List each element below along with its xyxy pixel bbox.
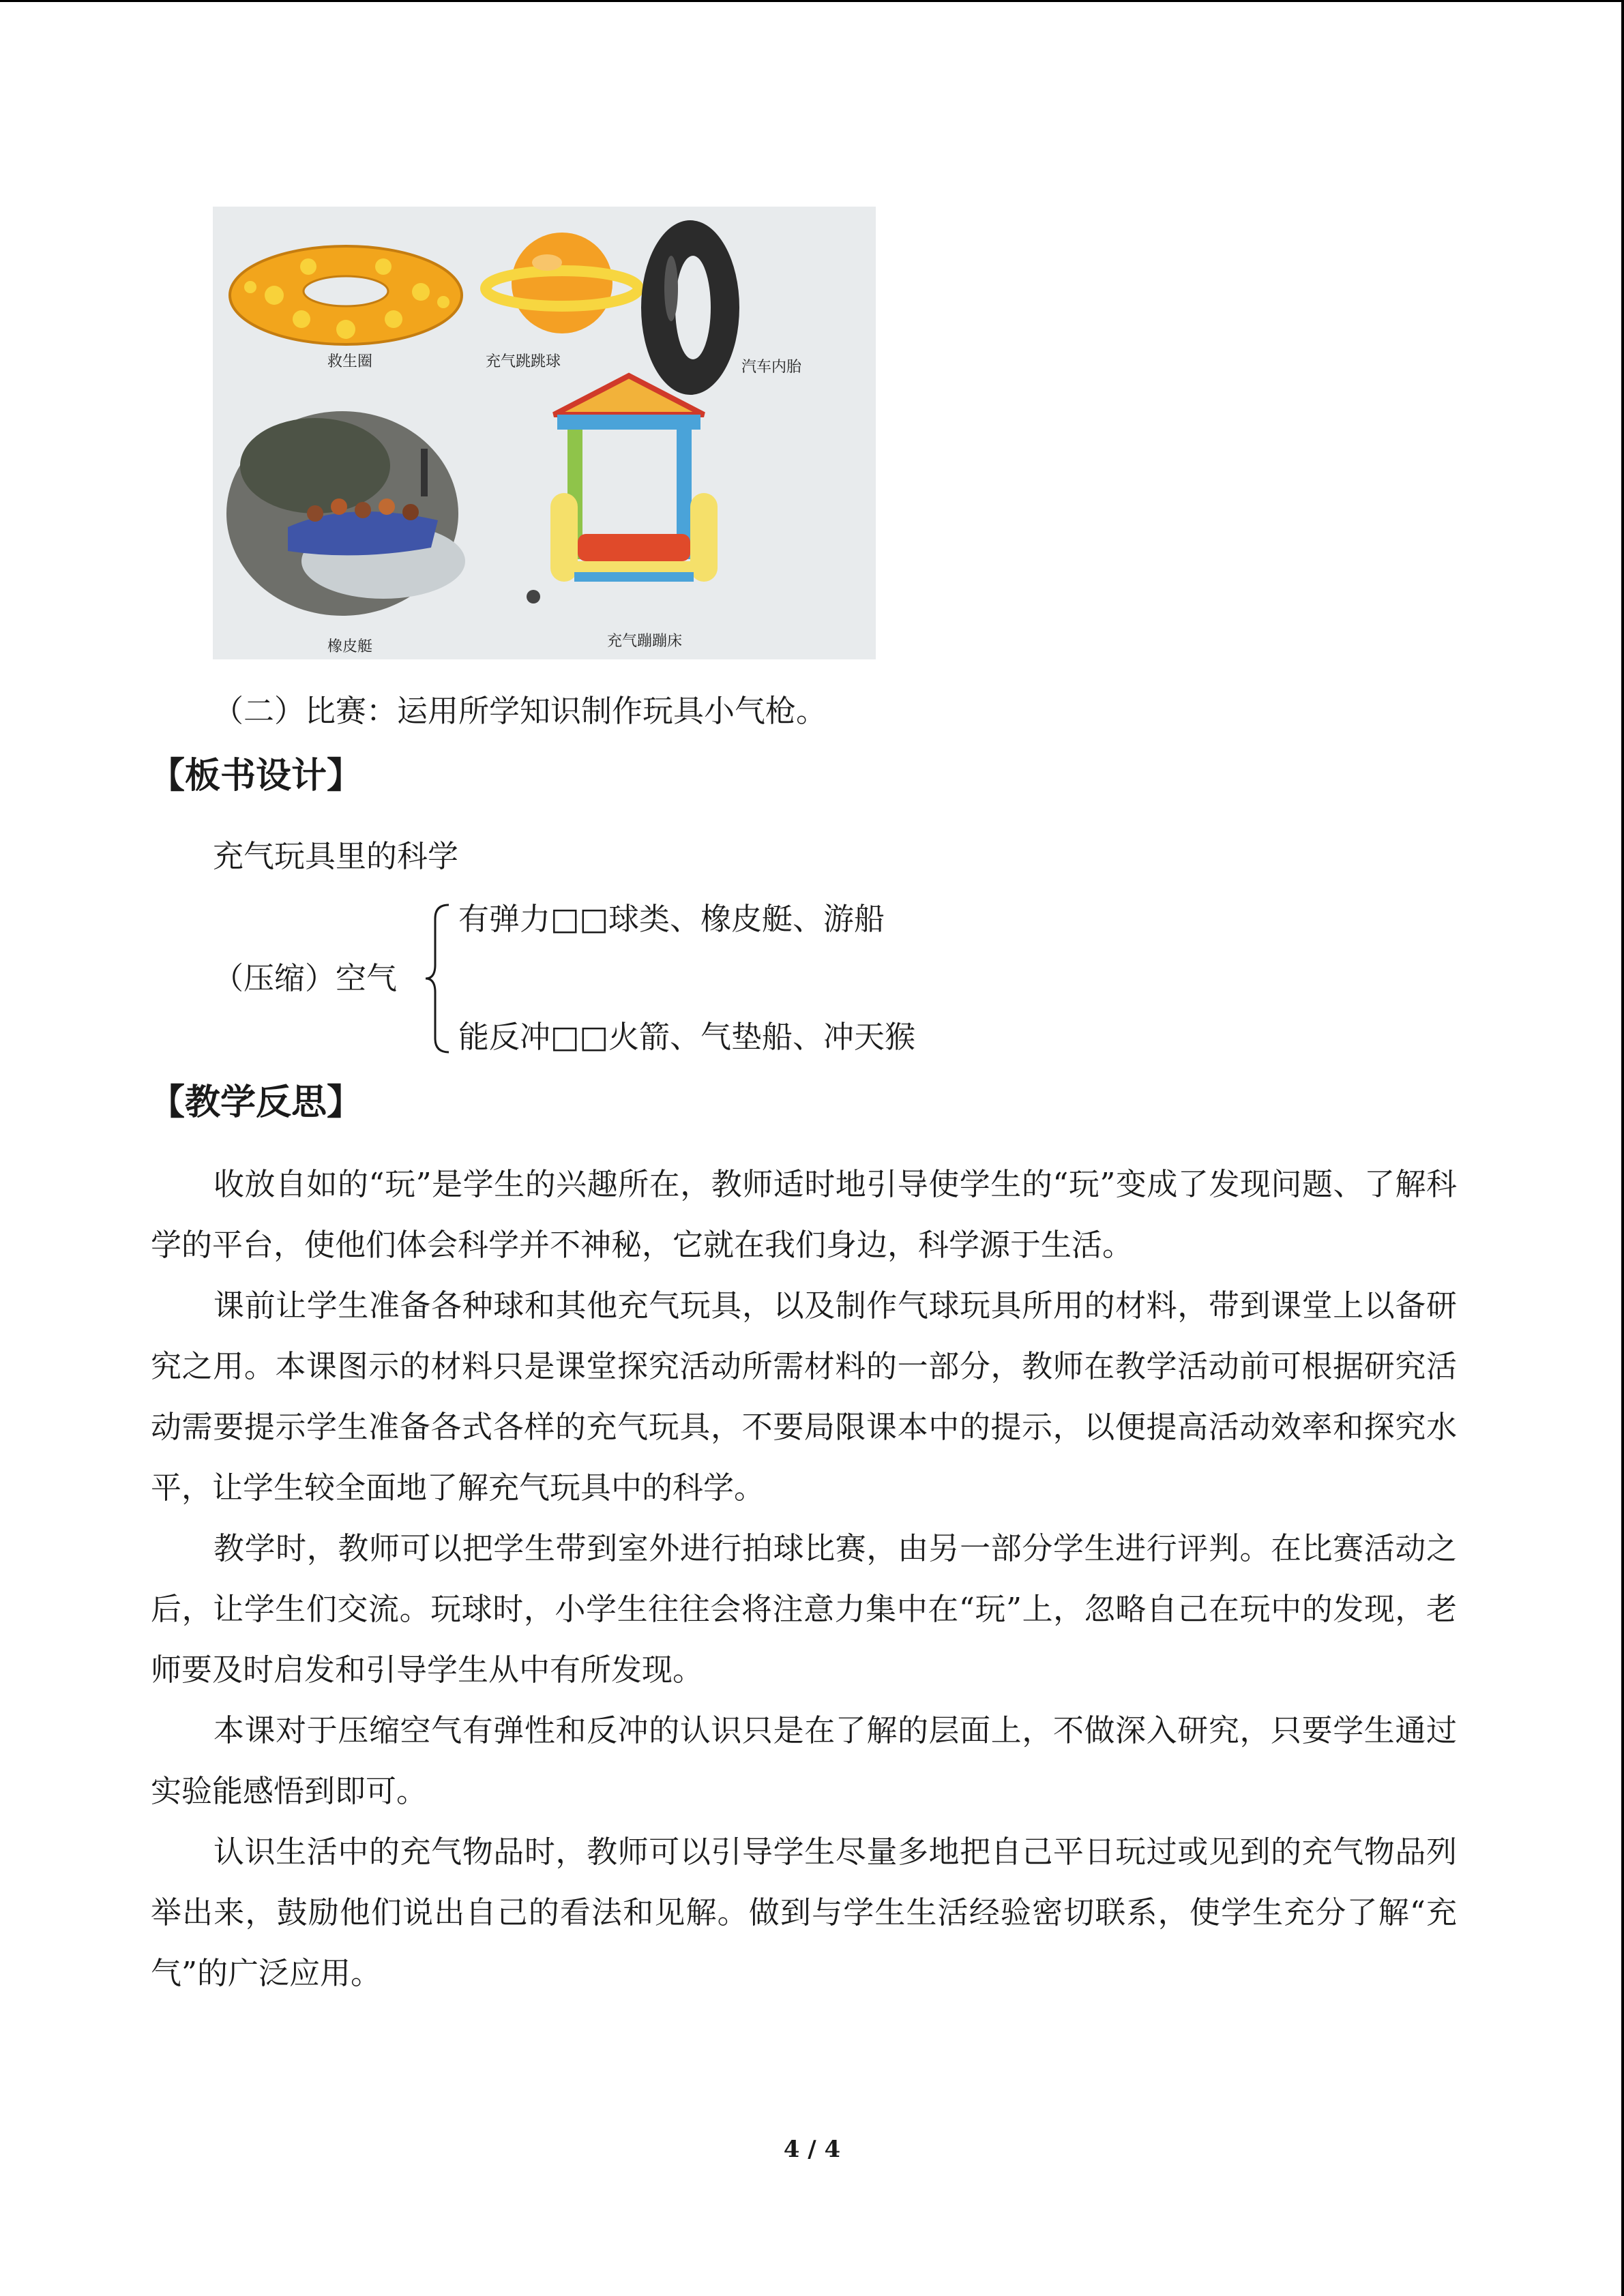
- board-left-label: （压缩）空气: [213, 960, 398, 996]
- board-title: 充气玩具里的科学: [213, 838, 459, 874]
- inflatables-drawing: [213, 207, 876, 659]
- caption-life-buoy: 救生圈: [327, 353, 373, 370]
- reflection-paragraph-4: 本课对于压缩空气有弹性和反冲的认识只是在了解的层面上，不做深入研究，只要学生通过实验能感悟到即可。: [151, 1712, 1457, 1809]
- reflection-paragraph-3: 教学时，教师可以把学生带到室外进行拍球比赛，由另一部分学生进行评判。在比赛活动之后，让学生们交流。玩球时，小学生往往会将注意力集中在“玩”上，忽略自己在玩中的发现，老师要及时启发和引导学生从中有所发现。: [151, 1530, 1457, 1688]
- caption-bounce-ball: 充气跳跳球: [486, 353, 561, 370]
- top-border: [0, 0, 1624, 2]
- section-heading-board: 【板书设计】: [149, 756, 363, 796]
- life-buoy-image: [230, 246, 462, 344]
- competition-line: （二）比赛：运用所学知识制作玩具小气枪。: [213, 693, 827, 729]
- board-branch-top: 有弹力□□球类、橡皮艇、游船: [458, 901, 885, 937]
- reflection-paragraph-5: 认识生活中的充气物品时，教师可以引导学生尽量多地把自己平日玩过或见到的充气物品列举出来，鼓励他们说出自己的看法和见解。做到与学生生活经验密切联系，使学生充分了解“充气”的广泛应用。: [151, 1834, 1457, 1991]
- caption-rubber-boat: 橡皮艇: [327, 638, 373, 655]
- reflection-body: [151, 1154, 1457, 2003]
- caption-inner-tube: 汽车内胎: [741, 359, 802, 376]
- inflatables-illustration: [213, 207, 876, 659]
- board-branch-bottom: 能反冲□□火箭、气垫船、冲天猴: [458, 1019, 916, 1055]
- caption-bounce-bed: 充气蹦蹦床: [607, 633, 683, 650]
- page-number: 4 / 4: [783, 2136, 841, 2163]
- inner-tube-image: [641, 220, 739, 395]
- reflection-paragraph-1: 收放自如的“玩”是学生的兴趣所在，教师适时地引导使学生的“玩”变成了发现问题、了解科学的平台，使他们体会科学并不神秘，它就在我们身边，科学源于生活。: [151, 1166, 1457, 1263]
- section-heading-reflection: 【教学反思】: [149, 1082, 363, 1123]
- reflection-paragraph-2: 课前让学生准备各种球和其他充气玩具，以及制作气球玩具所用的材料，带到课堂上以备研究之用。本课图示的材料只是课堂探究活动所需材料的一部分，教师在教学活动前可根据研究活动需要提示学生准备各式各样的充气玩具，不要局限课本中的提示，以便提高活动效率和探究水平，让学生较全面地了解充气玩具中的科学。: [151, 1287, 1457, 1506]
- curly-brace: [424, 902, 452, 1055]
- right-border: [1621, 0, 1624, 2296]
